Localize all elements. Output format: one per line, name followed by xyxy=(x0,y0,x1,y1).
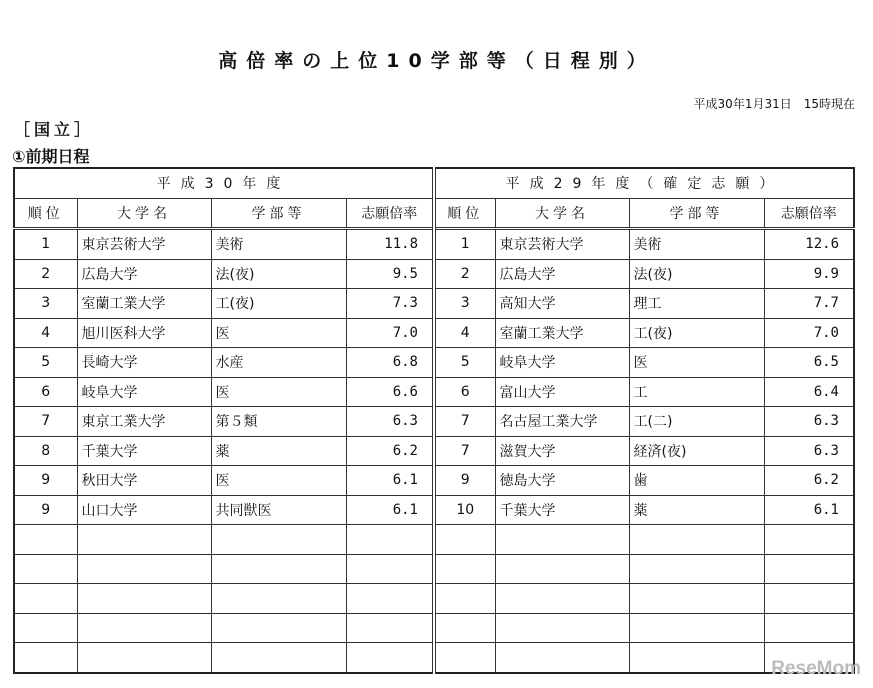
faculty-cell xyxy=(629,525,764,555)
faculty-cell: 薬 xyxy=(629,495,764,525)
faculty-cell xyxy=(629,643,764,673)
table-row xyxy=(14,495,854,525)
rank-cell xyxy=(434,643,495,673)
rank-cell: 6 xyxy=(434,377,495,407)
rank-cell xyxy=(434,554,495,584)
faculty-cell: 美術 xyxy=(211,229,346,260)
empty-row xyxy=(14,554,854,584)
university-cell xyxy=(77,525,211,555)
university-cell: 長崎大学 xyxy=(77,348,211,378)
faculty-cell: 水産 xyxy=(211,348,346,378)
faculty-cell: 共同獣医 xyxy=(211,495,346,525)
rank-cell: 9 xyxy=(14,466,77,496)
faculty-cell: 医 xyxy=(629,348,764,378)
ratio-cell: 7.3 xyxy=(346,289,434,319)
rank-cell xyxy=(14,584,77,614)
university-cell: 東京工業大学 xyxy=(77,407,211,437)
table-row xyxy=(14,466,854,496)
faculty-cell xyxy=(629,554,764,584)
faculty-cell: 第５類 xyxy=(211,407,346,437)
university-cell: 東京芸術大学 xyxy=(77,229,211,260)
ratio-cell: 6.2 xyxy=(764,466,854,496)
university-cell: 広島大学 xyxy=(77,259,211,289)
rank-cell: 7 xyxy=(434,407,495,437)
faculty-cell: 法(夜) xyxy=(629,259,764,289)
table-row xyxy=(14,377,854,407)
ratio-cell: 6.4 xyxy=(764,377,854,407)
faculty-cell: 歯 xyxy=(629,466,764,496)
university-cell: 東京芸術大学 xyxy=(495,229,629,260)
rank-cell xyxy=(434,525,495,555)
rank-cell: 5 xyxy=(14,348,77,378)
university-cell: 千葉大学 xyxy=(77,436,211,466)
faculty-cell xyxy=(211,554,346,584)
university-cell: 秋田大学 xyxy=(77,466,211,496)
rank-cell xyxy=(14,643,77,673)
empty-row xyxy=(14,613,854,643)
ratio-cell: 7.0 xyxy=(764,318,854,348)
university-cell: 広島大学 xyxy=(495,259,629,289)
ratio-cell xyxy=(764,584,854,614)
university-cell xyxy=(495,613,629,643)
university-cell: 岐阜大学 xyxy=(495,348,629,378)
ratio-cell: 6.8 xyxy=(346,348,434,378)
table-row xyxy=(14,289,854,319)
faculty-cell: 工(二) xyxy=(629,407,764,437)
rank-cell xyxy=(434,613,495,643)
column-header-row xyxy=(14,198,854,229)
rank-cell xyxy=(14,613,77,643)
schedule-heading: ①前期日程 xyxy=(12,147,90,166)
page-title: 高倍率の上位10学部等（日程別） xyxy=(218,50,655,72)
university-cell: 高知大学 xyxy=(495,289,629,319)
ratio-cell: 6.6 xyxy=(346,377,434,407)
empty-row xyxy=(14,525,854,555)
ratio-cell: 6.1 xyxy=(346,495,434,525)
ratio-cell xyxy=(764,613,854,643)
col-rank: 順位 xyxy=(14,198,77,229)
university-cell: 山口大学 xyxy=(77,495,211,525)
university-cell: 室蘭工業大学 xyxy=(77,289,211,319)
col-faculty: 学部等 xyxy=(629,198,764,229)
ratio-cell xyxy=(764,554,854,584)
faculty-cell xyxy=(211,643,346,673)
faculty-cell: 薬 xyxy=(211,436,346,466)
faculty-cell xyxy=(629,613,764,643)
rank-cell: 4 xyxy=(434,318,495,348)
ratio-cell xyxy=(346,554,434,584)
ratio-cell xyxy=(346,643,434,673)
table-row xyxy=(14,407,854,437)
faculty-cell xyxy=(211,584,346,614)
col-university: 大学名 xyxy=(495,198,629,229)
ranking-table xyxy=(13,167,855,674)
faculty-cell: 経済(夜) xyxy=(629,436,764,466)
rank-cell: 2 xyxy=(14,259,77,289)
rank-cell: 7 xyxy=(14,407,77,437)
faculty-cell: 工(夜) xyxy=(211,289,346,319)
rank-cell: 1 xyxy=(14,229,77,260)
rank-cell xyxy=(434,584,495,614)
university-cell: 富山大学 xyxy=(495,377,629,407)
ratio-cell: 11.8 xyxy=(346,229,434,260)
university-cell xyxy=(495,584,629,614)
col-rank: 順位 xyxy=(434,198,495,229)
university-cell: 岐阜大学 xyxy=(77,377,211,407)
rank-cell: 8 xyxy=(14,436,77,466)
col-university: 大学名 xyxy=(77,198,211,229)
ratio-cell: 6.2 xyxy=(346,436,434,466)
university-cell xyxy=(77,613,211,643)
ratio-cell: 6.3 xyxy=(764,436,854,466)
ratio-cell xyxy=(346,584,434,614)
ratio-cell: 6.3 xyxy=(346,407,434,437)
ratio-cell: 9.5 xyxy=(346,259,434,289)
rank-cell: 3 xyxy=(14,289,77,319)
university-cell xyxy=(495,525,629,555)
section-heading: ［国立］ xyxy=(14,120,95,139)
rank-cell: 6 xyxy=(14,377,77,407)
rank-cell xyxy=(14,525,77,555)
faculty-cell xyxy=(629,584,764,614)
ratio-cell: 9.9 xyxy=(764,259,854,289)
right-year-header: 平成29年度（確定志願） xyxy=(434,168,854,198)
rank-cell: 7 xyxy=(434,436,495,466)
ratio-cell: 7.0 xyxy=(346,318,434,348)
left-year-header: 平成30年度 xyxy=(14,168,434,198)
university-cell xyxy=(77,643,211,673)
university-cell: 室蘭工業大学 xyxy=(495,318,629,348)
ratio-cell: 6.5 xyxy=(764,348,854,378)
rank-cell: 2 xyxy=(434,259,495,289)
faculty-cell: 工 xyxy=(629,377,764,407)
rank-cell: 9 xyxy=(434,466,495,496)
faculty-cell: 医 xyxy=(211,318,346,348)
ratio-cell xyxy=(346,613,434,643)
table-row xyxy=(14,436,854,466)
empty-row xyxy=(14,643,854,673)
faculty-cell: 法(夜) xyxy=(211,259,346,289)
faculty-cell xyxy=(211,613,346,643)
ratio-cell: 7.7 xyxy=(764,289,854,319)
university-cell: 旭川医科大学 xyxy=(77,318,211,348)
table-row xyxy=(14,348,854,378)
ratio-cell: 6.1 xyxy=(764,495,854,525)
university-cell xyxy=(77,554,211,584)
faculty-cell: 医 xyxy=(211,466,346,496)
resemom-watermark-logo: ReseMom xyxy=(771,658,861,679)
faculty-cell: 工(夜) xyxy=(629,318,764,348)
university-cell: 名古屋工業大学 xyxy=(495,407,629,437)
rank-cell: 10 xyxy=(434,495,495,525)
col-ratio: 志願倍率 xyxy=(346,198,434,229)
faculty-cell: 美術 xyxy=(629,229,764,260)
ratio-cell: 6.3 xyxy=(764,407,854,437)
university-cell: 滋賀大学 xyxy=(495,436,629,466)
rank-cell: 4 xyxy=(14,318,77,348)
col-faculty: 学部等 xyxy=(211,198,346,229)
rank-cell xyxy=(14,554,77,584)
ratio-cell xyxy=(764,525,854,555)
ratio-cell: 12.6 xyxy=(764,229,854,260)
faculty-cell xyxy=(211,525,346,555)
col-ratio: 志願倍率 xyxy=(764,198,854,229)
university-cell xyxy=(77,584,211,614)
empty-row xyxy=(14,584,854,614)
table-row xyxy=(14,259,854,289)
timestamp: 平成30年1月31日 15時現在 xyxy=(693,97,855,111)
faculty-cell: 理工 xyxy=(629,289,764,319)
university-cell: 千葉大学 xyxy=(495,495,629,525)
table-row xyxy=(14,318,854,348)
year-header-row xyxy=(14,168,854,198)
rank-cell: 9 xyxy=(14,495,77,525)
faculty-cell: 医 xyxy=(211,377,346,407)
university-cell: 徳島大学 xyxy=(495,466,629,496)
ratio-cell: 6.1 xyxy=(346,466,434,496)
rank-cell: 3 xyxy=(434,289,495,319)
university-cell xyxy=(495,554,629,584)
ratio-cell xyxy=(346,525,434,555)
rank-cell: 5 xyxy=(434,348,495,378)
rank-cell: 1 xyxy=(434,229,495,260)
university-cell xyxy=(495,643,629,673)
table-row xyxy=(14,229,854,260)
